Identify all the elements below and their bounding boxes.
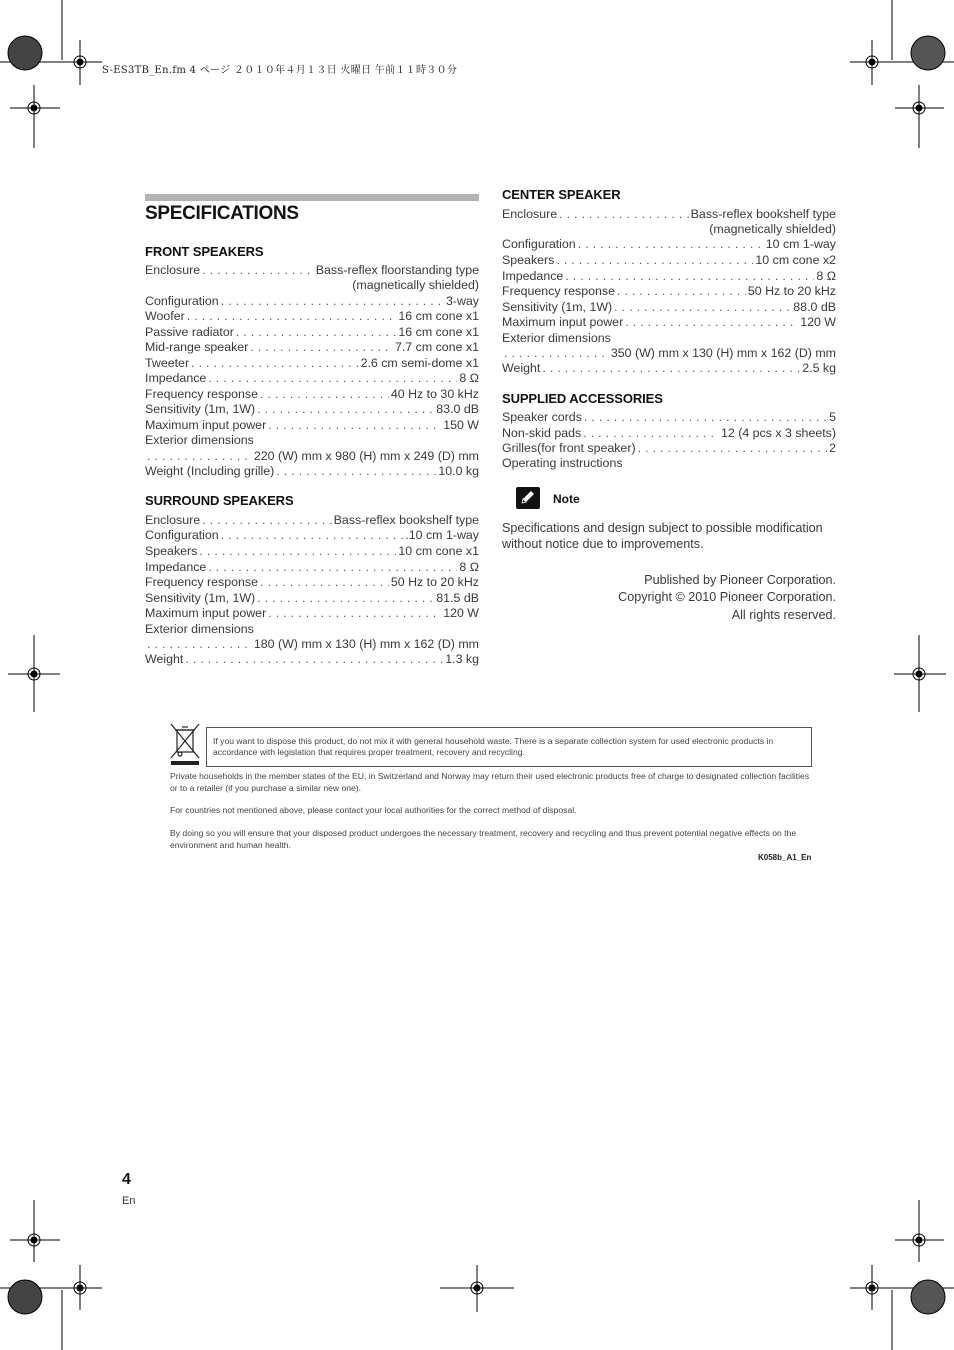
spec-row (145, 463, 479, 479)
spec-value: 10.0 kg (438, 464, 479, 478)
spec-label: Speakers (145, 544, 198, 558)
spec-label: Configuration (502, 237, 576, 251)
spec-label: Frequency response (502, 284, 615, 298)
spec-row (145, 590, 479, 606)
spec-value: 2 (829, 441, 836, 455)
weee-box-text: If you want to dispose this product, do not mix it with general household waste. There is a separate collection system for used electronic products in accordance with legislation that requires proper treatment, recovery and recycling. (213, 736, 774, 757)
spec-value: 50 Hz to 20 kHz (390, 575, 479, 589)
center-speaker-heading: CENTER SPEAKER (502, 187, 621, 202)
dot-leader (638, 440, 828, 456)
dot-leader (556, 252, 753, 268)
spec-label: Sensitivity (1m, 1W) (502, 300, 613, 314)
spec-row (145, 636, 479, 652)
spec-label: Enclosure (145, 513, 201, 527)
spec-value: 16 cm cone x1 (398, 325, 479, 339)
spec-label: Passive radiator (145, 325, 234, 339)
dot-leader (260, 386, 389, 402)
dot-leader (187, 308, 397, 324)
spec-row (145, 417, 479, 433)
publisher-line: Published by Pioneer Corporation. (644, 573, 836, 587)
dot-leader (584, 409, 827, 425)
weee-paragraph-households: Private households in the member states of the EU, in Switzerland and Norway may return their used electronic products free of charge to designated collection facilities or to a retailer (if you purchase a similar new one). (170, 771, 810, 793)
spec-row (145, 308, 479, 324)
dot-leader (504, 345, 609, 361)
spec-value: .10 cm 1-way (405, 528, 479, 542)
weee-disposal-notice-box (206, 727, 812, 767)
spec-label: Mid-range speaker (145, 340, 249, 354)
spec-row (145, 574, 479, 590)
dot-leader (191, 355, 358, 371)
spec-value: Bass-reflex bookshelf type (333, 513, 479, 527)
dot-leader (565, 268, 814, 284)
spec-label: Impedance (145, 371, 207, 385)
spec-label: Frequency response (145, 575, 258, 589)
spec-row (502, 425, 836, 441)
spec-label: Impedance (502, 269, 564, 283)
spec-label: Weight (Including grille) (145, 464, 275, 478)
dot-leader (147, 636, 252, 652)
spec-label: Frequency response (145, 387, 258, 401)
dot-leader (542, 360, 800, 376)
spec-value: Bass-reflex bookshelf type (690, 207, 836, 221)
spec-label: Woofer (145, 309, 185, 323)
spec-value: 10 cm 1-way (765, 237, 836, 251)
weee-document-code: K058b_A1_En (758, 853, 812, 862)
spec-row (145, 651, 479, 667)
dot-leader (276, 463, 436, 479)
spec-value: 5 (829, 410, 836, 424)
crossed-out-wheelie-bin-icon (169, 722, 201, 766)
spec-row (502, 283, 836, 299)
spec-row (502, 360, 836, 376)
spec-row (502, 221, 836, 237)
spec-value: Bass-reflex floorstanding type (315, 263, 479, 277)
dot-leader (268, 605, 441, 621)
file-header-line: S-ES3TB_En.fm 4 ページ ２０１０年４月１３日 火曜日 午前１１時３０分 (102, 65, 458, 76)
spec-label: Configuration (145, 528, 219, 542)
dot-leader (250, 339, 393, 355)
spec-row (145, 262, 479, 278)
spec-row (145, 339, 479, 355)
spec-row (145, 293, 479, 309)
pencil-note-icon (516, 487, 540, 509)
spec-label: Non-skid pads (502, 426, 582, 440)
spec-value: 40 Hz to 30 kHz (390, 387, 479, 401)
dot-leader (208, 370, 457, 386)
supplied-accessories-heading: SUPPLIED ACCESSORIES (502, 391, 663, 406)
spec-value: 8 Ω (459, 560, 479, 574)
dot-leader (257, 590, 434, 606)
dot-leader (559, 206, 689, 222)
dot-leader (578, 236, 764, 252)
spec-label: Maximum input power (145, 606, 267, 620)
spec-value: 8 Ω (816, 269, 836, 283)
spec-value: 150 W (443, 418, 479, 432)
spec-value: 2.5 kg (802, 361, 836, 375)
spec-row (145, 401, 479, 417)
dot-leader (617, 283, 746, 299)
dot-leader (260, 574, 389, 590)
spec-value: 180 (W) mm x 130 (H) mm x 162 (D) mm (253, 637, 479, 651)
dot-leader (202, 262, 314, 278)
dot-leader (147, 448, 252, 464)
spec-row (145, 277, 479, 293)
spec-row: Exterior dimensions (145, 433, 254, 447)
spec-value: 10 cm cone x2 (755, 253, 836, 267)
rights-line: All rights reserved. (731, 608, 836, 622)
spec-row (145, 527, 479, 543)
spec-label: Tweeter (145, 356, 190, 370)
dot-leader (614, 299, 791, 315)
note-text: Specifications and design subject to possible modification without notice due to improvements. (502, 521, 823, 551)
spec-value: 16 cm cone x1 (398, 309, 479, 323)
spec-label: Impedance (145, 560, 207, 574)
spec-label: Configuration (145, 294, 219, 308)
spec-row (145, 559, 479, 575)
dot-leader (185, 651, 443, 667)
spec-value: (magnetically shielded) (709, 222, 836, 236)
dot-leader (221, 527, 404, 543)
spec-row (502, 314, 836, 330)
spec-row (502, 299, 836, 315)
dot-leader (199, 543, 396, 559)
spec-value: 120 W (443, 606, 479, 620)
dot-leader (583, 425, 719, 441)
spec-value: (magnetically shielded) (352, 278, 479, 292)
spec-value: 3-way (445, 294, 479, 308)
spec-value: 12 (4 pcs x 3 sheets) (720, 426, 836, 440)
dot-leader (202, 512, 332, 528)
spec-label: Maximum input power (502, 315, 624, 329)
spec-value: 2.6 cm semi-dome x1 (360, 356, 479, 370)
page-number: 4 (122, 1171, 131, 1188)
spec-row (502, 409, 836, 425)
spec-label: Weight (502, 361, 541, 375)
spec-label: Enclosure (145, 263, 201, 277)
spec-label: Maximum input power (145, 418, 267, 432)
spec-row (145, 324, 479, 340)
front-speakers-heading: FRONT SPEAKERS (145, 244, 264, 259)
spec-row (502, 236, 836, 252)
dot-leader (221, 293, 444, 309)
weee-paragraph-environment: By doing so you will ensure that your disposed product undergoes the necessary treatment, recovery and recycling and thus prevent potential negative effects on the environment and human health. (170, 828, 797, 850)
page-title: SPECIFICATIONS (145, 203, 299, 224)
spec-label: Enclosure (502, 207, 558, 221)
spec-row: Exterior dimensions (145, 622, 254, 636)
weee-paragraph-other-countries: For countries not mentioned above, please contact your local authorities for the correct method of disposal. (170, 805, 577, 815)
spec-value: 50 Hz to 20 kHz (747, 284, 836, 298)
spec-row (145, 386, 479, 402)
surround-speakers-heading: SURROUND SPEAKERS (145, 493, 294, 508)
spec-row (502, 206, 836, 222)
dot-leader (625, 314, 798, 330)
spec-value: 8 Ω (459, 371, 479, 385)
copyright-line: Copyright © 2010 Pioneer Corporation. (618, 590, 836, 604)
spec-value: 83.0 dB (436, 402, 479, 416)
page-language: En (122, 1195, 136, 1207)
spec-label: Speaker cords (502, 410, 582, 424)
spec-value: 88.0 dB (793, 300, 836, 314)
spec-label: Sensitivity (1m, 1W) (145, 402, 256, 416)
spec-value: 81.5 dB (436, 591, 479, 605)
spec-row: Exterior dimensions (502, 331, 611, 345)
spec-value: 10 cm cone x1 (398, 544, 479, 558)
spec-value: 120 W (800, 315, 836, 329)
spec-label: Weight (145, 652, 184, 666)
spec-row (145, 543, 479, 559)
spec-label: Grilles(for front speaker) (502, 441, 636, 455)
note-label: Note (553, 492, 580, 506)
spec-row (145, 605, 479, 621)
spec-row: Operating instructions (502, 456, 623, 470)
spec-value: 7.7 cm cone x1 (394, 340, 479, 354)
spec-row (502, 252, 836, 268)
spec-row (145, 512, 479, 528)
spec-row (502, 440, 836, 456)
spec-row (145, 448, 479, 464)
dot-leader (236, 324, 397, 340)
spec-value: 1.3 kg (445, 652, 479, 666)
dot-leader (208, 559, 457, 575)
spec-row (502, 268, 836, 284)
spec-row (145, 355, 479, 371)
spec-row (145, 370, 479, 386)
spec-value: 350 (W) mm x 130 (H) mm x 162 (D) mm (610, 346, 836, 360)
dot-leader (268, 417, 441, 433)
spec-label: Sensitivity (1m, 1W) (145, 591, 256, 605)
spec-value: 220 (W) mm x 980 (H) mm x 249 (D) mm (253, 449, 479, 463)
dot-leader (257, 401, 434, 417)
spec-label: Speakers (502, 253, 555, 267)
spec-row (502, 345, 836, 361)
title-rule-bar (145, 194, 479, 201)
